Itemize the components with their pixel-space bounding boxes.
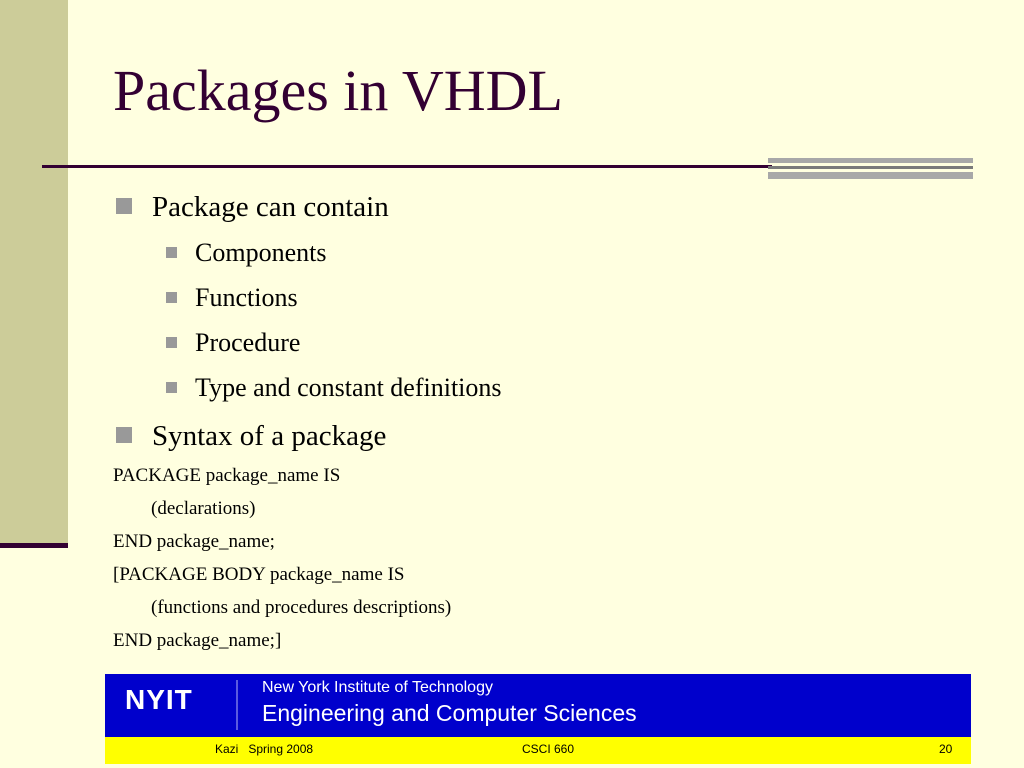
code-line: END package_name;	[113, 531, 275, 552]
square-bullet-icon	[116, 198, 132, 214]
square-bullet-icon	[166, 292, 177, 303]
left-accent-line	[0, 543, 68, 548]
sub-bullet-functions: Functions	[166, 285, 298, 311]
code-line: [PACKAGE BODY package_name IS	[113, 564, 405, 585]
bullet-syntax: Syntax of a package	[116, 422, 386, 451]
bullet-package-contents: Package can contain	[116, 193, 389, 222]
code-line: PACKAGE package_name IS	[113, 465, 341, 486]
title-underline-gray-bars	[768, 158, 973, 179]
code-line: END package_name;]	[113, 630, 282, 651]
sub-bullet-components: Components	[166, 240, 326, 266]
institution-name: New York Institute of Technology	[262, 679, 493, 696]
left-accent-bar	[0, 0, 68, 547]
square-bullet-icon	[116, 427, 132, 443]
footer-course: CSCI 660	[522, 742, 575, 756]
logo-divider	[236, 680, 238, 730]
code-line: (functions and procedures descriptions)	[151, 597, 452, 618]
title-underline	[42, 165, 772, 168]
nyit-logo: NYIT	[125, 684, 193, 715]
sub-bullet-types: Type and constant definitions	[166, 375, 502, 401]
slide-title: Packages in VHDL	[113, 58, 563, 123]
square-bullet-icon	[166, 382, 177, 393]
slide-number: 20	[939, 742, 953, 756]
square-bullet-icon	[166, 247, 177, 258]
square-bullet-icon	[166, 337, 177, 348]
code-line: (declarations)	[151, 498, 256, 519]
sub-bullet-procedure: Procedure	[166, 330, 300, 356]
department-name: Engineering and Computer Sciences	[262, 700, 637, 726]
footer-author-term: Kazi Spring 2008	[215, 742, 314, 756]
